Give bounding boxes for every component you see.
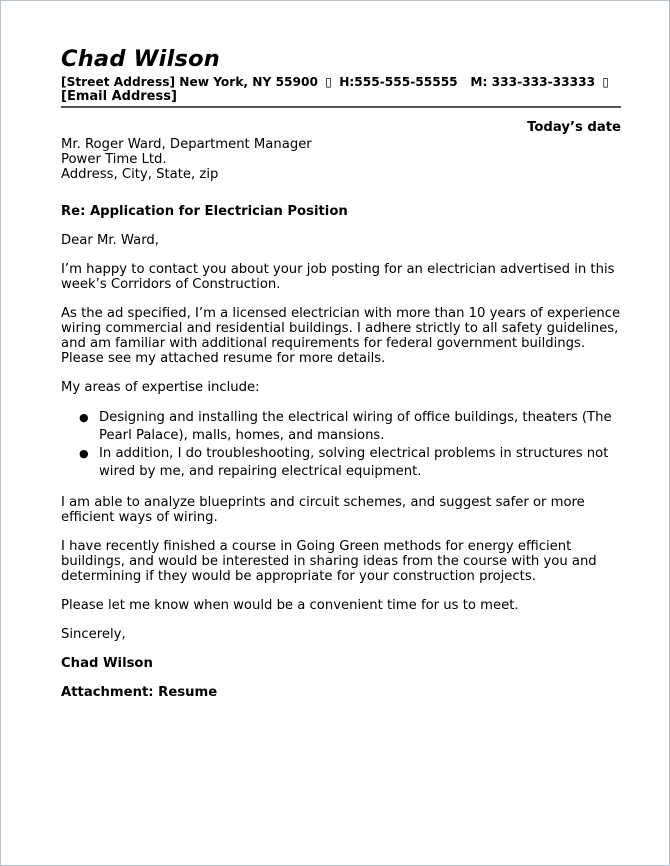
- attachment-note: Attachment: Resume: [61, 685, 218, 700]
- letter-date: Today’s date: [527, 120, 621, 135]
- contact-line: [61, 75, 621, 108]
- bullet-icon: ●: [79, 411, 89, 424]
- sender-name: Chad Wilson: [61, 46, 220, 72]
- sender-mobile: M: 333-333-33333: [470, 75, 596, 89]
- list-item-text: In addition, I do troubleshooting, solving electrical problems in structures not wired by me, and repairing electrical equipment.: [99, 446, 609, 479]
- recipient-company: Power Time Ltd.: [61, 152, 167, 167]
- closing: Sincerely,: [61, 627, 126, 642]
- subject-line: Re: Application for Electrician Position: [61, 204, 348, 219]
- letter-content: [61, 46, 621, 700]
- recipient-name: Mr. Roger Ward, Department Manager: [61, 137, 312, 152]
- body-paragraph: I am able to analyze blueprints and circuit schemes, and suggest safer or more efficient ways of wiring.: [61, 495, 585, 525]
- signature: Chad Wilson: [61, 656, 153, 671]
- separator-icon: ▯: [325, 75, 332, 89]
- list-item-text: Designing and installing the electrical wiring of office buildings, theaters (The Pearl Palace), malls, homes, and mansions.: [99, 410, 612, 443]
- salutation: Dear Mr. Ward,: [61, 233, 159, 248]
- sender-email: [Email Address]: [61, 89, 177, 104]
- bullet-icon: ●: [79, 447, 89, 460]
- body-paragraph: As the ad specified, I’m a licensed electrician with more than 10 years of experience wiring commercial and residential buildings. I adhere strictly to all safety guidelines, and am familiar with additional requirements for federal government buildings. Please see my attached resume for more details.: [61, 306, 621, 366]
- list-item: [79, 409, 621, 445]
- body-paragraph: I’m happy to contact you about your job posting for an electrician advertised in this week’s Corridors of Construction.: [61, 262, 615, 292]
- recipient-address: Address, City, State, zip: [61, 167, 219, 182]
- body-paragraph: My areas of expertise include:: [61, 380, 260, 395]
- list-item: [79, 445, 621, 481]
- sender-phone: H:555-555-55555: [339, 75, 458, 89]
- separator-icon: ▯: [602, 75, 610, 89]
- body-paragraph: Please let me know when would be a convenient time for us to meet.: [61, 598, 519, 613]
- expertise-list: [61, 409, 621, 481]
- recipient-block: [61, 137, 621, 182]
- sender-address: [Street Address] New York, NY 55900: [61, 75, 318, 89]
- body-paragraph: I have recently finished a course in Going Green methods for energy efficient buildings, and would be interested in sharing ideas from the course with you and determining if they would be appropriate for your construction projects.: [61, 539, 597, 584]
